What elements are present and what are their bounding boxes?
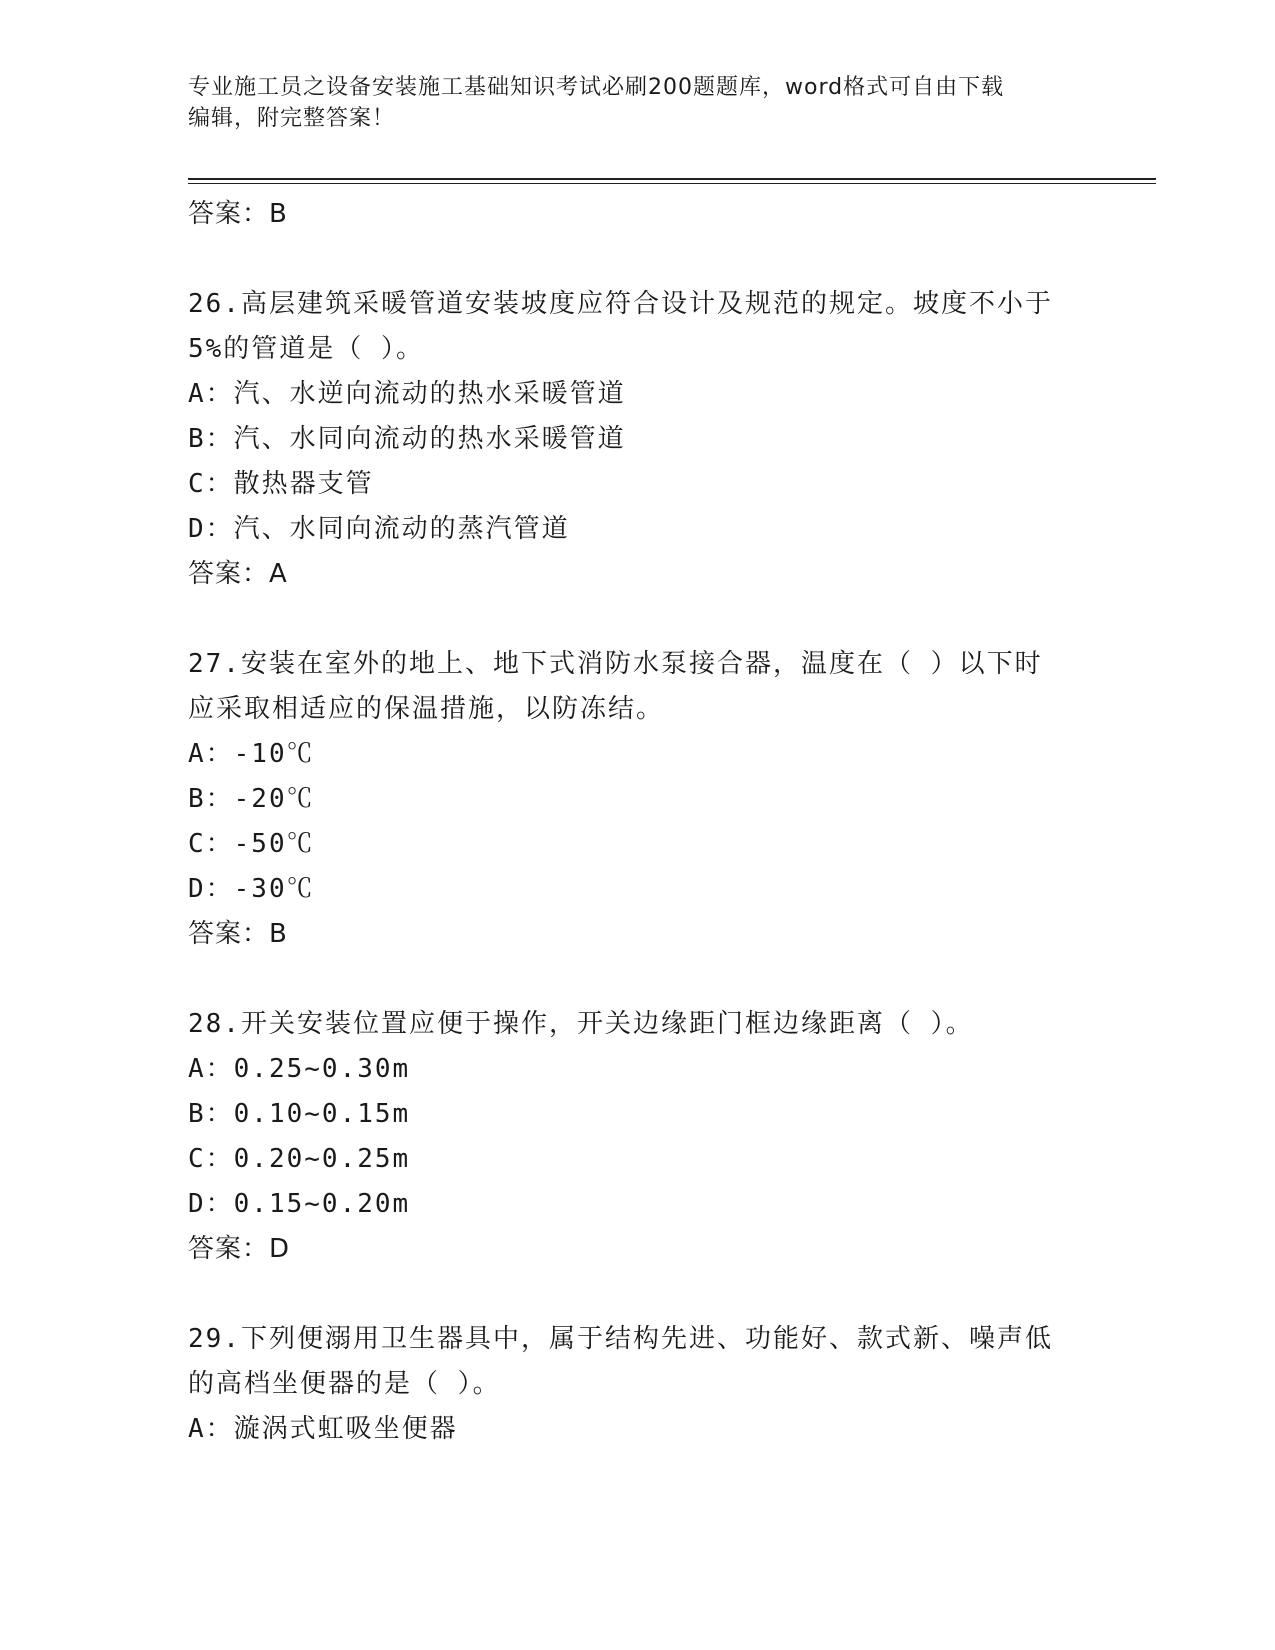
question-27 bbox=[188, 642, 1088, 957]
question-29 bbox=[188, 1317, 1088, 1452]
question-28 bbox=[188, 1002, 1088, 1272]
option-a: A：汽、水逆向流动的热水采暖管道 bbox=[188, 379, 626, 409]
spacer bbox=[188, 597, 1088, 642]
question-stem-cont: 应采取相适应的保温措施，以防冻结。 bbox=[188, 694, 665, 724]
spacer bbox=[188, 237, 1088, 282]
question-stem: 27.安装在室外的地上、地下式消防水泵接合器，温度在（ ）以下时 bbox=[188, 649, 1043, 679]
option-d: D：0.15~0.20m bbox=[188, 1189, 411, 1219]
option-d: D：-30℃ bbox=[188, 874, 315, 904]
header-line-2: 编辑，附完整答案！ bbox=[188, 106, 396, 131]
question-stem: 26.高层建筑采暖管道安装坡度应符合设计及规范的规定。坡度不小于 bbox=[188, 289, 1053, 319]
question-26 bbox=[188, 282, 1088, 597]
question-stem-cont: 5%的管道是（ ）。 bbox=[188, 334, 424, 364]
page-header bbox=[188, 72, 1088, 134]
header-line-1: 专业施工员之设备安装施工基础知识考试必刷200题题库，word格式可自由下载 bbox=[188, 75, 1005, 100]
question-stem: 29.下列便溺用卫生器具中，属于结构先进、功能好、款式新、噪声低 bbox=[188, 1324, 1053, 1354]
answer-line: 答案：D bbox=[188, 1234, 291, 1264]
answer-line: 答案：A bbox=[188, 559, 288, 589]
spacer bbox=[188, 957, 1088, 1002]
answer-line: 答案：B bbox=[188, 199, 288, 229]
question-list bbox=[188, 192, 1088, 1452]
option-b: B：-20℃ bbox=[188, 784, 315, 814]
option-c: C：0.20~0.25m bbox=[188, 1144, 411, 1174]
option-a: A：0.25~0.30m bbox=[188, 1054, 411, 1084]
header-rule-thin bbox=[188, 183, 1156, 184]
answer-line: 答案：B bbox=[188, 919, 288, 949]
option-a: A：-10℃ bbox=[188, 739, 315, 769]
header-rule-thick bbox=[188, 178, 1156, 180]
option-b: B：汽、水同向流动的热水采暖管道 bbox=[188, 424, 626, 454]
question-stem: 28.开关安装位置应便于操作，开关边缘距门框边缘距离（ ）。 bbox=[188, 1009, 974, 1039]
option-c: C：散热器支管 bbox=[188, 469, 374, 499]
option-d: D：汽、水同向流动的蒸汽管道 bbox=[188, 514, 570, 544]
spacer bbox=[188, 1272, 1088, 1317]
option-b: B：0.10~0.15m bbox=[188, 1099, 411, 1129]
option-c: C：-50℃ bbox=[188, 829, 315, 859]
question-stem-cont: 的高档坐便器的是（ ）。 bbox=[188, 1369, 501, 1399]
option-a: A：漩涡式虹吸坐便器 bbox=[188, 1414, 458, 1444]
